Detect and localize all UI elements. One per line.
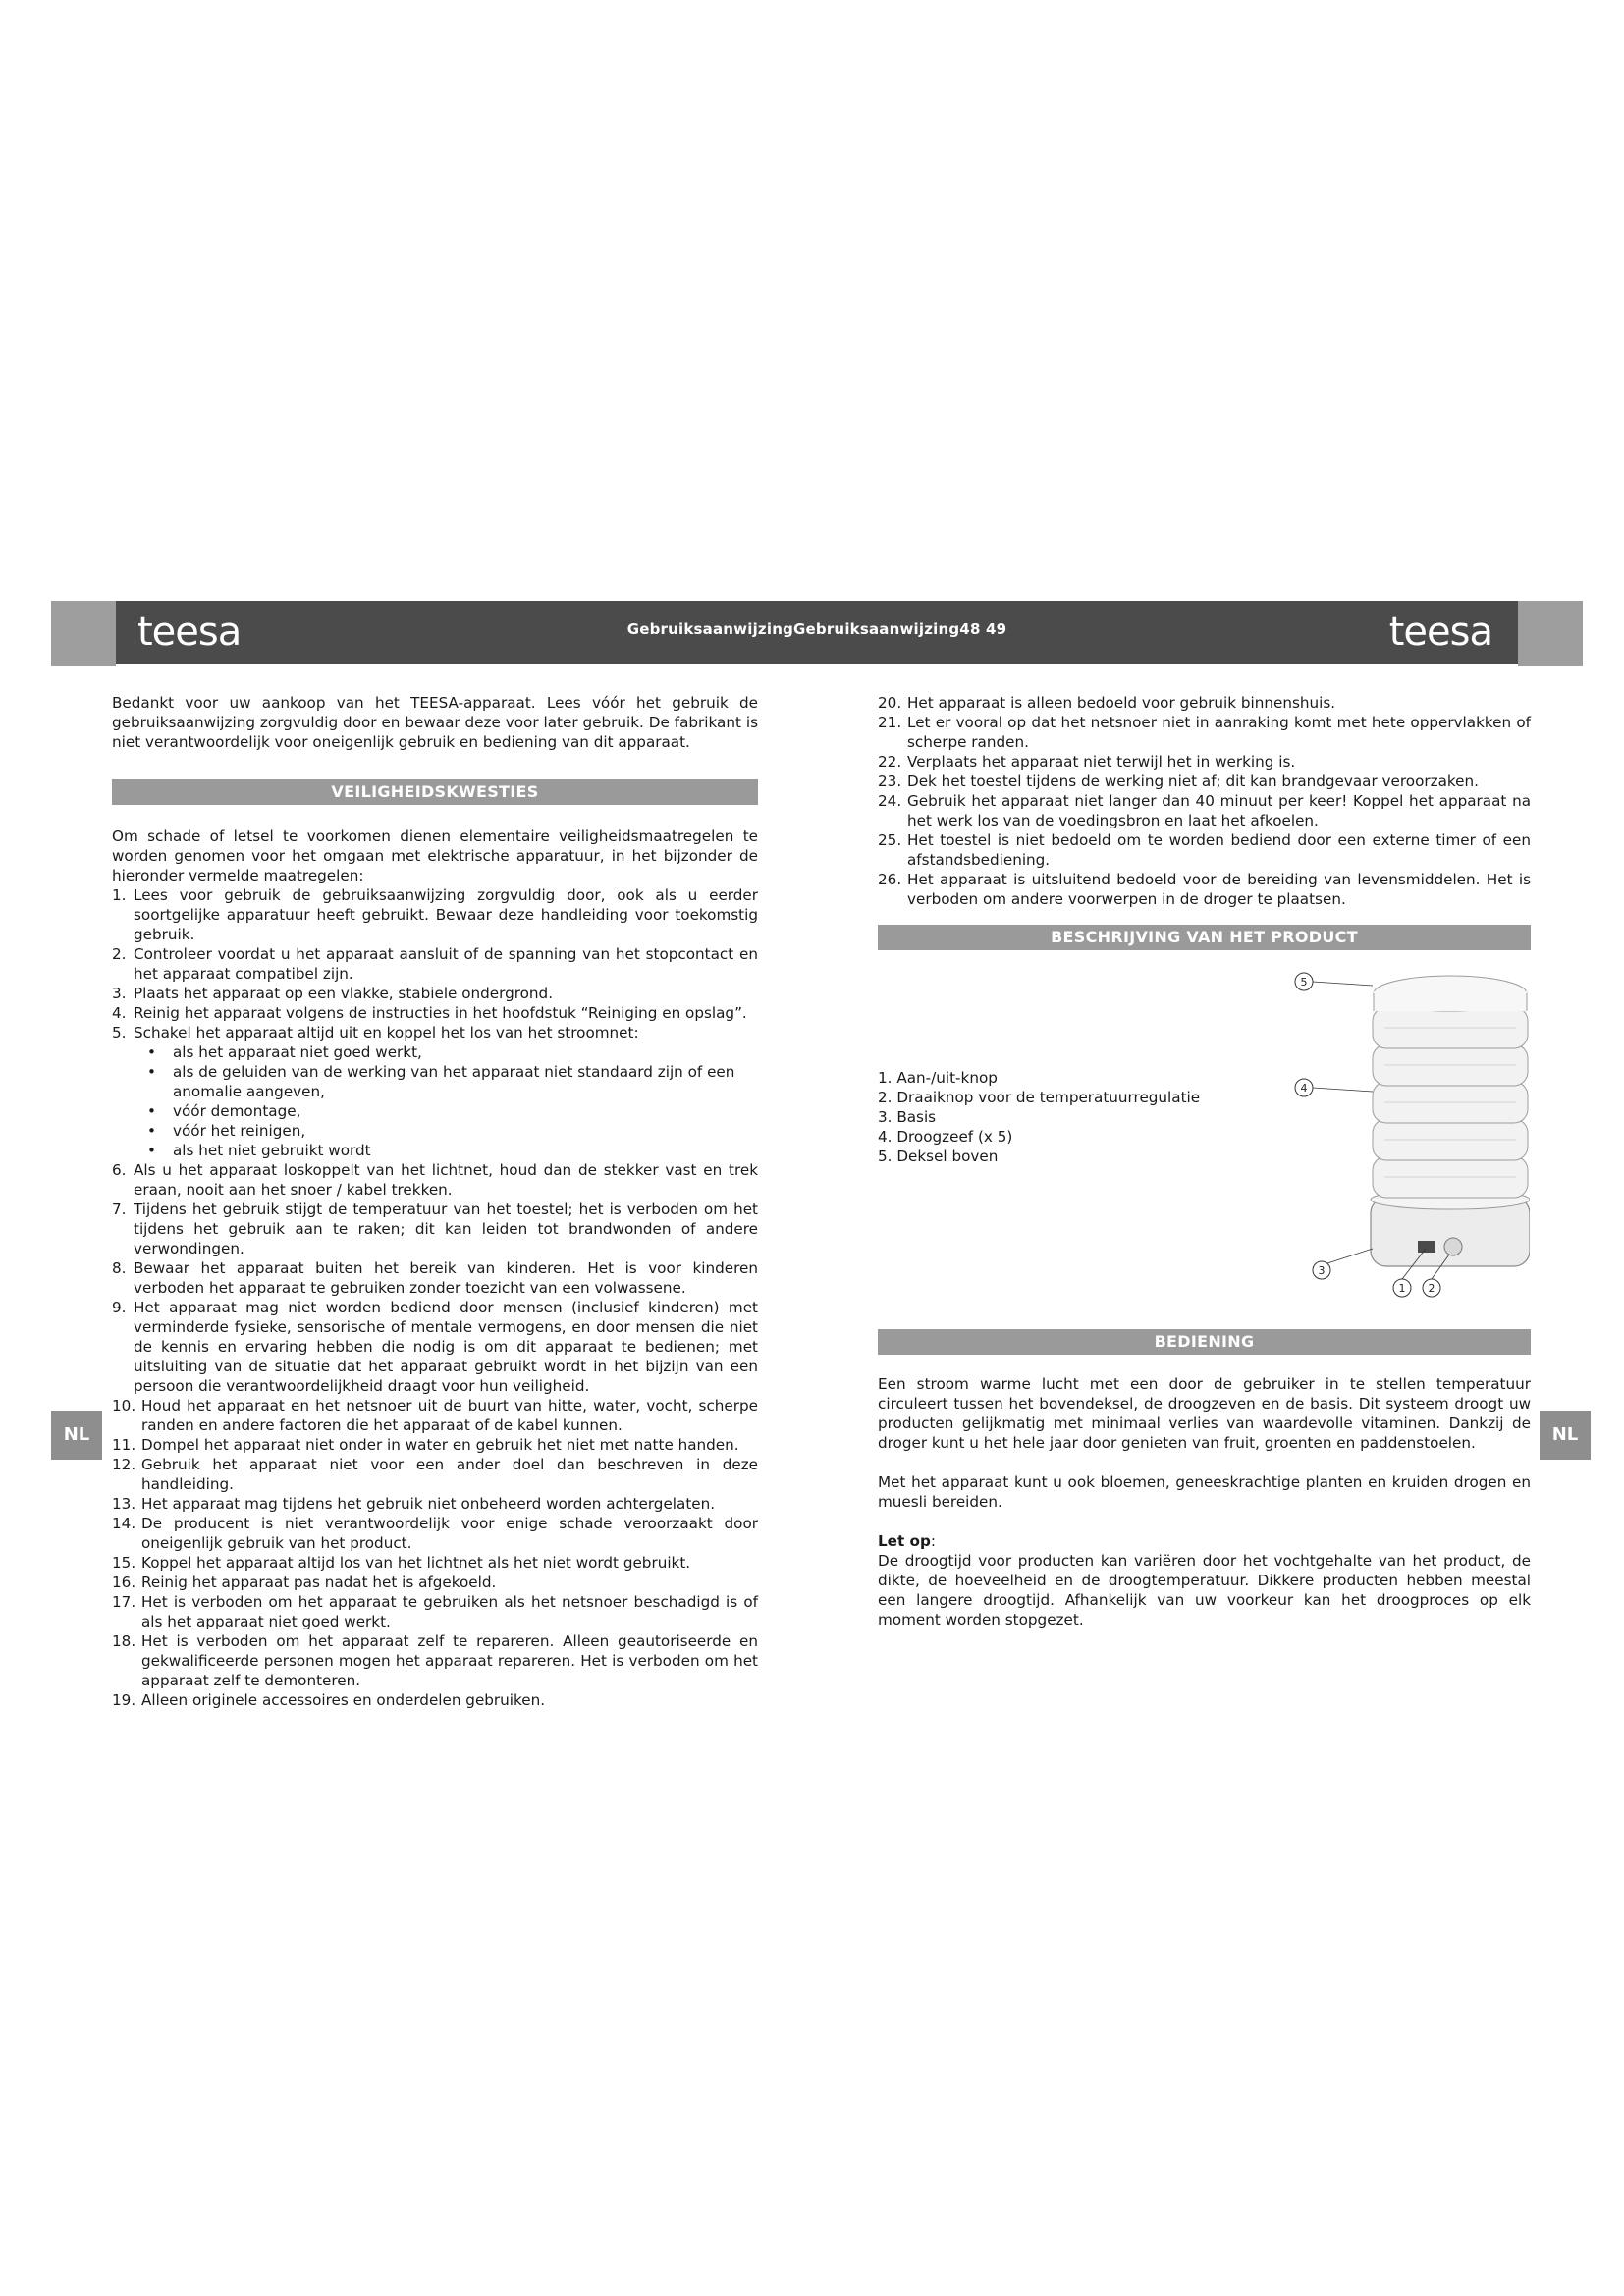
section-header-product: BESCHRIJVING VAN HET PRODUCT — [878, 925, 1531, 950]
list-item: 5. Schakel het apparaat altijd uit en koppel het los van het stroomnet: — [112, 1024, 639, 1041]
disconnect-bullets — [147, 1042, 758, 1160]
list-item: 26. Het apparaat is uitsluitend bedoeld voor de bereiding van levensmiddelen. Het is verboden om andere voorwerpen in de droger te plaatsen. — [878, 871, 1531, 908]
part-item: 5. Deksel boven — [878, 1148, 999, 1165]
safety-list-right — [878, 693, 1531, 909]
bullet-item: • als het apparaat niet goed werkt, — [147, 1043, 422, 1061]
list-item: 12. Gebruik het apparaat niet voor een ander doel dan beschreven in deze handleiding. — [112, 1456, 758, 1493]
section-header-operation: BEDIENING — [878, 1329, 1531, 1355]
list-item: 18. Het is verboden om het apparaat zelf te repareren. Alleen geautoriseerde en gekwalificeerde personen mogen het apparaat repareren. Het is verboden om het apparaat zelf te demonteren. — [112, 1632, 758, 1689]
food-dehydrator-illustration — [1294, 964, 1530, 1313]
note-colon: : — [930, 1532, 936, 1550]
language-tab-right: NL — [1540, 1411, 1591, 1460]
part-item: 4. Droogzeef (x 5) — [878, 1128, 1013, 1146]
intro-paragraph: Bedankt voor uw aankoop van het TEESA-apparaat. Lees vóór het gebruik de gebruiksaanwijzing zorgvuldig door en bewaar deze voor later gebruik. De fabrikant is niet verantwoordelijk voor oneigenlijk gebruik en bediening van dit apparaat. — [112, 694, 758, 751]
list-item: 1. Lees voor gebruik de gebruiksaanwijzing zorgvuldig door, ook als u eerder soortgelijke apparatuur heeft gebruikt. Bewaar deze handleiding voor toekomstig gebruik. — [112, 886, 758, 943]
list-item: 3. Plaats het apparaat op een vlakke, stabiele ondergrond. — [112, 985, 554, 1002]
part-item: 2. Draaiknop voor de temperatuurregulatie — [878, 1089, 1201, 1106]
parts-list — [878, 1068, 1200, 1166]
list-item: 4. Reinig het apparaat volgens de instructies in het hoofdstuk “Reiniging en opslag”. — [112, 1004, 747, 1022]
note-label: Let op — [878, 1532, 931, 1550]
part-item: 3. Basis — [878, 1108, 937, 1126]
list-item: 17. Het is verboden om het apparaat te gebruiken als het netsnoer beschadigd is of als het apparaat niet goed werkt. — [112, 1593, 758, 1630]
callout-2-label: 2 — [1428, 1282, 1435, 1295]
list-item: 25. Het toestel is niet bedoeld om te worden bediend door een externe timer of een afstandsbediening. — [878, 831, 1531, 869]
left-column — [112, 693, 758, 1710]
list-item: 14. De producent is niet verantwoordelijk voor enige schade veroorzaakt door oneigenlijk gebruik van het product. — [112, 1515, 758, 1552]
list-item: 13. Het apparaat mag tijdens het gebruik niet onbeheerd worden achtergelaten. — [112, 1495, 716, 1513]
bullet-item: • vóór het reinigen, — [147, 1122, 306, 1140]
teesa-logo-right: teesa — [1388, 610, 1492, 655]
safety-intro: Om schade of letsel te voorkomen dienen elementaire veiligheidsmaatregelen te worden genomen voor het omgaan met elektrische apparatuur, in het bijzonder de hieronder vermelde maatregelen: — [112, 828, 758, 884]
safety-list-continued — [112, 1160, 758, 1710]
teesa-logo-left: teesa — [137, 610, 242, 655]
list-item: 2. Controleer voordat u het apparaat aansluit of de spanning van het stopcontact en het apparaat compatibel zijn. — [112, 945, 758, 983]
bullet-item: • als de geluiden van de werking van het apparaat niet standaard zijn of een anomalie aangeven, — [147, 1063, 735, 1100]
list-item: 20. Het apparaat is alleen bedoeld voor gebruik binnenshuis. — [878, 694, 1336, 712]
bullet-item: • als het niet gebruikt wordt — [147, 1142, 371, 1159]
bullet-item: • vóór demontage, — [147, 1102, 301, 1120]
list-item: 8. Bewaar het apparaat buiten het bereik van kinderen. Het is voor kinderen verboden het apparaat te gebruiken zonder toezicht van een volwassene. — [112, 1259, 758, 1297]
operation-paragraph-2: Met het apparaat kunt u ook bloemen, geneeskrachtige planten en kruiden drogen en muesli bereiden. — [878, 1473, 1531, 1511]
list-item: 21. Let er vooral op dat het netsnoer niet in aanraking komt met hete oppervlakken of scherpe randen. — [878, 714, 1531, 751]
callout-5-label: 5 — [1300, 976, 1308, 988]
part-item: 1. Aan-/uit-knop — [878, 1069, 998, 1087]
list-item: 11. Dompel het apparaat niet onder in water en gebruik het niet met natte handen. — [112, 1436, 739, 1454]
list-item: 24. Gebruik het apparaat niet langer dan 40 minuut per keer! Koppel het apparaat na het werk los van de voedingsbron en laat het afkoelen. — [878, 792, 1531, 829]
list-item: 6. Als u het apparaat loskoppelt van het lichtnet, houd dan de stekker vast en trek eraan, nooit aan het snoer / kabel trekken. — [112, 1161, 758, 1199]
callout-4-label: 4 — [1300, 1082, 1308, 1095]
list-item: 19. Alleen originele accessoires en onderdelen gebruiken. — [112, 1691, 546, 1709]
header-title: GebruiksaanwijzingGebruiksaanwijzing48 49 — [626, 620, 1007, 638]
section-header-safety: VEILIGHEIDSKWESTIES — [112, 779, 758, 805]
list-item: 22. Verplaats het apparaat niet terwijl het in werking is. — [878, 753, 1296, 771]
note-paragraph: De droogtijd voor producten kan variëren door het vochtgehalte van het product, de dikte, de hoeveelheid en de droogtemperatuur. Dikkere producten hebben meestal een langere droogtijd. Afhankelijk van uw voorkeur kan het droogproces op elk moment worden stopgezet. — [878, 1552, 1531, 1629]
list-item: 15. Koppel het apparaat altijd los van het lichtnet als het niet wordt gebruikt. — [112, 1554, 691, 1572]
list-item: 9. Het apparaat mag niet worden bediend door mensen (inclusief kinderen) met verminderde fysieke, sensorische of mentale vermogens, en door mensen die niet de kennis en ervaring hebben die nodig is om dit apparaat te bedienen; met uitsluiting van de situatie dat het apparaat gebruikt wordt in het bijzijn van een persoon die verantwoordelijkheid draagt voor hun veiligheid. — [112, 1299, 758, 1395]
page-header — [51, 601, 1583, 664]
language-tab-left: NL — [51, 1411, 102, 1460]
list-item: 10. Houd het apparaat en het netsnoer uit de buurt van hitte, water, vocht, scherpe randen en andere factoren die het apparaat of de kabel kunnen. — [112, 1397, 758, 1434]
callout-3-label: 3 — [1318, 1264, 1326, 1277]
operation-paragraph-1: Een stroom warme lucht met een door de gebruiker in te stellen temperatuur circuleert tussen het bovendeksel, de droogzeven en de basis. Dit systeem droogt uw producten gelijkmatig met minimaal verlies van waardevolle vitaminen. Dankzij de droger kunt u het hele jaar door genieten van fruit, groenten en paddenstoelen. — [878, 1375, 1531, 1452]
list-item: 7. Tijdens het gebruik stijgt de temperatuur van het toestel; het is verboden om het tijdens het gebruik aan te raken; dit kan leiden tot brandwonden of andere verwondingen. — [112, 1201, 758, 1257]
list-item: 16. Reinig het apparaat pas nadat het is afgekoeld. — [112, 1574, 497, 1591]
callout-1-label: 1 — [1398, 1282, 1406, 1295]
note-heading — [878, 1531, 1531, 1551]
list-item: 23. Dek het toestel tijdens de werking niet af; dit kan brandgevaar veroorzaken. — [878, 773, 1479, 790]
right-column — [878, 693, 1531, 1629]
safety-list — [112, 885, 758, 1042]
product-description — [878, 964, 1531, 1313]
